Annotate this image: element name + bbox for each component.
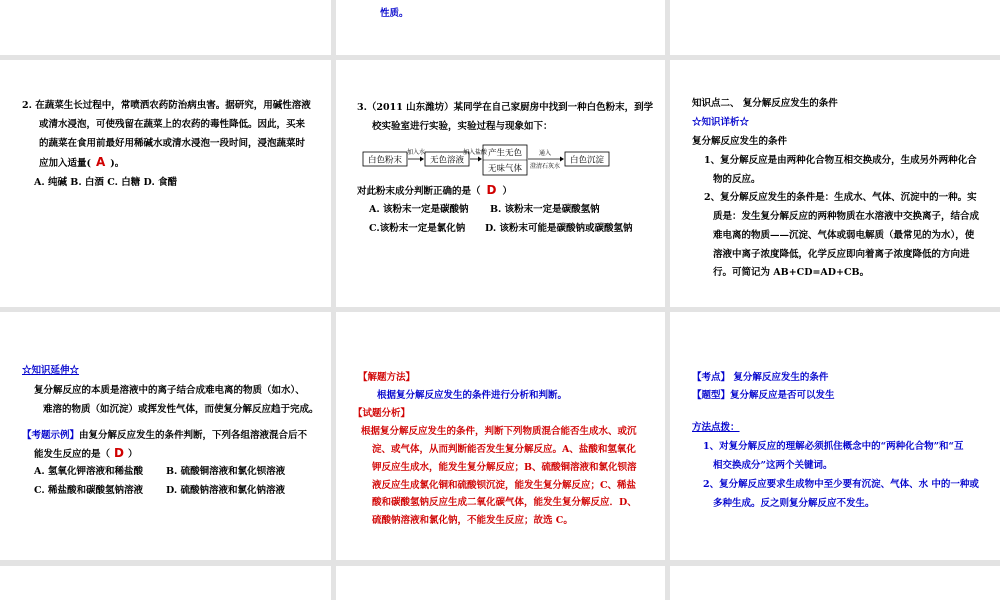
- kp2-conditions-title: 复分解反应发生的条件: [692, 136, 788, 147]
- analysis-line-6: 硫酸钠溶液和氯化钠，不能发生反应；故选 C。: [372, 515, 573, 526]
- kp2-subtitle: ☆知识详析☆: [692, 117, 750, 128]
- kp2-line-1: 1、复分解反应是由两种化合物互相交换成分，生成另外两种化合: [704, 155, 977, 166]
- q2-last-suffix: )。: [110, 158, 125, 169]
- kp2-line-4: 质是：发生复分解反应的两种物质在水溶液中交换离子，结合成: [713, 211, 980, 222]
- ext-example-line2-suffix: ）: [127, 449, 138, 460]
- ext-title: ☆知识延伸☆: [22, 365, 80, 376]
- tixing: [692, 386, 835, 405]
- slide-bottom-left: [0, 566, 331, 600]
- ext-example-text: 由复分解反应发生的条件判断，下列各组溶液混合后不: [79, 430, 308, 441]
- kp2-line-7: 行。可简记为 AB+CD=AD+CB。: [713, 267, 870, 278]
- ext-option-d: D. 硫酸钠溶液和氯化钠溶液: [166, 485, 286, 496]
- ext-example: [22, 426, 307, 445]
- slide-bottom-middle: [336, 566, 665, 600]
- analysis-line-1: 根据复分解反应发生的条件，判断下列物质混合能否生成水、或沉: [361, 426, 637, 437]
- flow-box-1-label: 白色粉末: [367, 155, 403, 166]
- slide-top-middle: [336, 0, 665, 55]
- q2-last-prefix: 应加入适量(: [39, 158, 91, 169]
- q3-option-b: B. 该粉末一定是碳酸氢钠: [490, 204, 600, 215]
- analysis-title: 【试题分析】: [353, 408, 411, 419]
- analysis-line-2: 淀、或气体，从而判断能否发生复分解反应。A、盐酸和氢氧化: [372, 444, 636, 455]
- tixing-label: 【题型】: [692, 390, 731, 401]
- tips-line-1: 1、对复分解反应的理解必须抓住概念中的“两种化合物”和“互: [703, 441, 964, 452]
- q3-question-suffix: ）: [502, 186, 512, 197]
- q3-question-prefix: 对此粉末成分判断正确的是（: [357, 186, 481, 197]
- q3-option-c: C.该粉末一定是氯化钠: [369, 223, 466, 234]
- tips-line-4: 多种生成。反之则复分解反应不发生。: [713, 498, 875, 509]
- tips-line-3: 2、复分解反应要求生成物中至少要有沉淀、气体、水 中的一种或: [703, 479, 979, 490]
- flow-box-3-top: 产生无色: [487, 148, 523, 159]
- q2-answer: A: [96, 155, 106, 169]
- flow-arrow-3-label-top: 通入: [538, 150, 552, 157]
- slide-bottom-right: [670, 566, 1000, 600]
- ext-option-b: B. 硫酸铜溶液和氯化钡溶液: [166, 466, 286, 477]
- slide-exam-points: [670, 312, 1000, 560]
- q2-line-2: 或清水浸泡，可使残留在蔬菜上的农药的毒性降低。因此，买来: [39, 119, 306, 130]
- analysis-line-5: 酸和碳酸氢钠反应生成二氧化碳气体，能发生复分解反应．D、: [372, 497, 637, 508]
- q3-option-a: A. 该粉末一定是碳酸钠: [369, 204, 469, 215]
- flow-arrow-2-head: [478, 157, 482, 162]
- flow-box-4-label: 白色沉淀: [569, 155, 605, 166]
- tixing-text: 复分解反应是否可以发生: [730, 390, 835, 401]
- slide-top-right: [670, 0, 1000, 55]
- flow-arrow-3-head: [560, 157, 564, 162]
- ext-example-label: 【考题示例】: [22, 430, 80, 441]
- tips-line-2: 相交换成分”这两个关键词。: [713, 460, 833, 471]
- flow-arrow-3-label-bottom: 澄清石灰水: [529, 163, 561, 170]
- slide-solution-method: [336, 312, 665, 560]
- flow-arrow-1-label: 加入水: [406, 149, 426, 156]
- kp2-line-2: 物的反应。: [713, 174, 761, 185]
- ext-example-line-2: [34, 444, 138, 464]
- ext-line-2: 难溶的物质（如沉淀）或挥发性气体，而使复分解反应趋于完成。: [43, 404, 319, 415]
- q3-stem-2: 校实验室进行实验，实验过程与现象如下：: [372, 121, 553, 132]
- q2-options: A. 纯碱 B. 白酒 C. 白糖 D. 食醋: [34, 177, 178, 188]
- kaodian: [692, 368, 828, 387]
- analysis-line-3: 钾反应生成水，能发生复分解反应；B、硫酸铜溶液和氯化钡溶: [372, 462, 637, 473]
- q2-line-4: [39, 153, 124, 173]
- flow-arrow-2-label: 加入盐酸: [462, 149, 488, 156]
- kaodian-label: 【考点】: [692, 372, 731, 383]
- method-tips-title: 方法点拨：: [692, 422, 740, 433]
- q3-flow-diagram: [362, 144, 612, 184]
- top-middle-tail: 性质。: [380, 8, 409, 19]
- slide-question-2: [0, 60, 331, 307]
- flow-arrow-1-head: [420, 157, 424, 162]
- q3-question: [357, 181, 512, 201]
- method-text: 根据复分解反应发生的条件进行分析和判断。: [377, 390, 568, 401]
- q3-option-d: D. 该粉末可能是碳酸钠或碳酸氢钠: [485, 223, 633, 234]
- q3-stem-1: 3.（2011 山东潍坊）某同学在自己家厨房中找到一种白色粉末，到学: [357, 102, 654, 113]
- kp2-line-3: 2、复分解反应发生的条件是：生成水、气体、沉淀中的一种。实: [704, 192, 977, 203]
- analysis-line-4: 液反应生成氯化铜和硫酸钡沉淀，能发生复分解反应；C、稀盐: [372, 480, 637, 491]
- kp2-title: 知识点二、 复分解反应发生的条件: [692, 98, 838, 109]
- slide-knowledge-extension: [0, 312, 331, 560]
- flow-box-3-bottom: 无味气体: [487, 164, 523, 174]
- slide-knowledge-point-2: [670, 60, 1000, 307]
- q3-answer: D: [486, 183, 497, 197]
- slide-top-left: [0, 0, 331, 55]
- kaodian-text: 复分解反应发生的条件: [733, 372, 829, 383]
- method-title: 【解题方法】: [358, 372, 416, 383]
- ext-answer: D: [114, 446, 124, 460]
- flow-box-2-label: 无色溶液: [429, 155, 465, 166]
- q2-line-1: 2. 在蔬菜生长过程中，常喷洒农药防治病虫害。据研究，用碱性溶液: [22, 100, 311, 111]
- ext-line-1: 复分解反应的本质是溶液中的离子结合成难电离的物质（如水）、: [34, 385, 305, 396]
- ext-example-line2-prefix: 能发生反应的是（: [34, 449, 111, 460]
- ext-option-c: C. 稀盐酸和碳酸氢钠溶液: [34, 485, 144, 496]
- q2-line-3: 的蔬菜在食用前最好用稀碱水或清水浸泡一段时间，浸泡蔬菜时: [39, 138, 306, 149]
- kp2-line-5: 难电离的物质——沉淀、气体或弱电解质（最常见的为水），使: [713, 230, 975, 241]
- ext-option-a: A. 氢氧化钾溶液和稀盐酸: [34, 466, 143, 477]
- kp2-line-6: 溶液中离子浓度降低，化学反应即向着离子浓度降低的方向进: [713, 249, 970, 260]
- slide-question-3: [336, 60, 665, 307]
